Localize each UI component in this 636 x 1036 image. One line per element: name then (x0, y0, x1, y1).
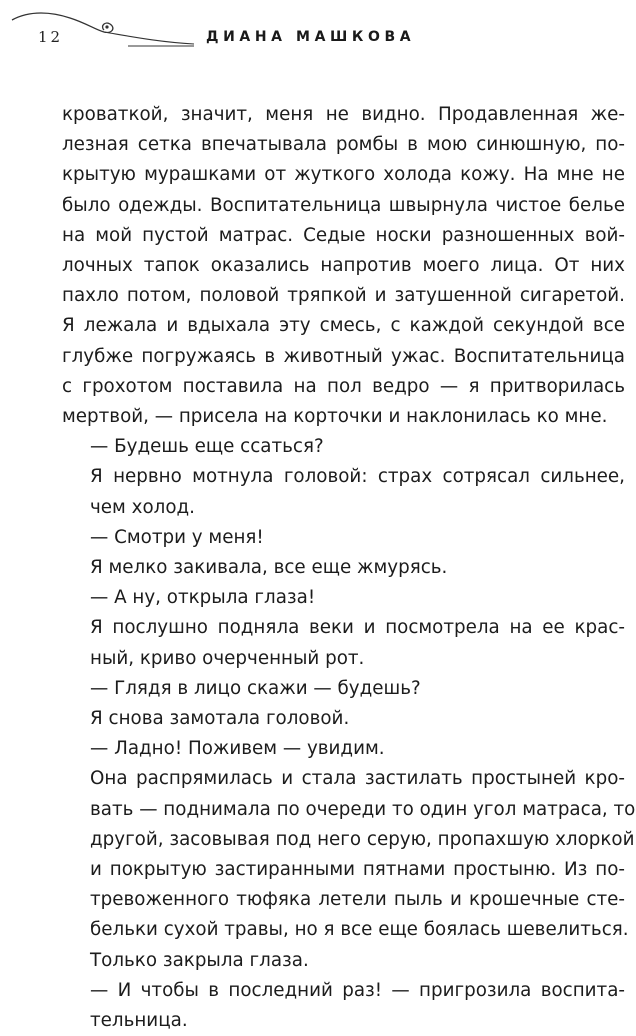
paragraph (62, 704, 625, 734)
text-line: тревоженного тюфяка летели пыль и крошечные сте- (90, 889, 625, 911)
paragraph (62, 523, 625, 553)
text-line: Она распрямилась и стала застилать простыней кро- (90, 768, 625, 790)
paragraph (62, 764, 636, 975)
paragraph (62, 462, 625, 522)
text-line: лезная сетка впечатывала ромбы в мою синюшную, по- (62, 134, 625, 156)
text-line: крытую мурашками от жуткого холода кожу. На мне не (62, 164, 625, 186)
text-line: — Ладно! Поживем — увидим. (90, 738, 385, 760)
text-line: — Будешь еще ссаться? (90, 436, 324, 458)
text-line: кроваткой, значит, меня не видно. Продавленная же- (62, 104, 625, 125)
text-line: с грохотом поставила на пол ведро — я притворилась (62, 375, 625, 397)
text-line: — А ну, открыла глаза! (90, 587, 316, 609)
paragraph (62, 613, 625, 673)
paragraph (62, 583, 625, 613)
text-line: ный, криво очерченный рот. (90, 647, 365, 669)
paragraph (62, 734, 625, 764)
text-line: — Глядя в лицо скажи — будешь? (90, 677, 421, 699)
text-line: — И чтобы в последний раз! — пригрозила воспита- (90, 979, 625, 1001)
running-head-author: ДИАНА МАШКОВА (206, 29, 416, 45)
body-text (62, 100, 636, 1036)
ornament-flourish-icon (8, 6, 198, 50)
page-number: 12 (38, 28, 64, 46)
text-line: Я мелко закивала, все еще жмурясь. (90, 557, 448, 579)
paragraph (62, 432, 625, 462)
text-line: другой, засовывая под него серую, пропахшую хлоркой (90, 828, 635, 850)
page-header (0, 0, 636, 60)
text-line: Я послушно подняла веки и посмотрела на ее крас- (90, 617, 625, 639)
text-line: чем холод. (90, 496, 195, 518)
text-line: было одежды. Воспитательница швырнула чистое белье (62, 194, 625, 216)
text-line: Я нервно мотнула головой: страх сотрясал сильнее, (90, 466, 625, 488)
text-line: тельница. (90, 1010, 188, 1032)
text-line: лочных тапок оказались напротив моего лица. От них (62, 255, 625, 277)
paragraph (62, 100, 625, 432)
text-line: глубже погружаясь в животный ужас. Воспитательница (62, 345, 625, 367)
text-line: Только закрыла глаза. (90, 949, 309, 971)
text-line: вать — поднимала по очереди то один угол матраса, то (90, 798, 636, 820)
paragraph (62, 674, 625, 704)
paragraph (62, 976, 625, 1036)
text-line: мертвой, — присела на корточки и наклонилась ко мне. (62, 406, 608, 428)
text-line: Я лежала и вдыхала эту смесь, с каждой секундой все (62, 315, 625, 337)
text-line: бельки сухой травы, но я все еще боялась шевелиться. (90, 919, 629, 941)
text-line: — Смотри у меня! (90, 526, 264, 548)
text-line: на мой пустой матрас. Седые носки разношенных вой- (62, 224, 625, 246)
paragraph (62, 553, 625, 583)
text-line: Я снова замотала головой. (90, 708, 350, 730)
text-line: и покрытую застиранными пятнами простыню. Из по- (90, 859, 625, 881)
text-line: пахло потом, половой тряпкой и затушенной сигаретой. (62, 285, 625, 307)
